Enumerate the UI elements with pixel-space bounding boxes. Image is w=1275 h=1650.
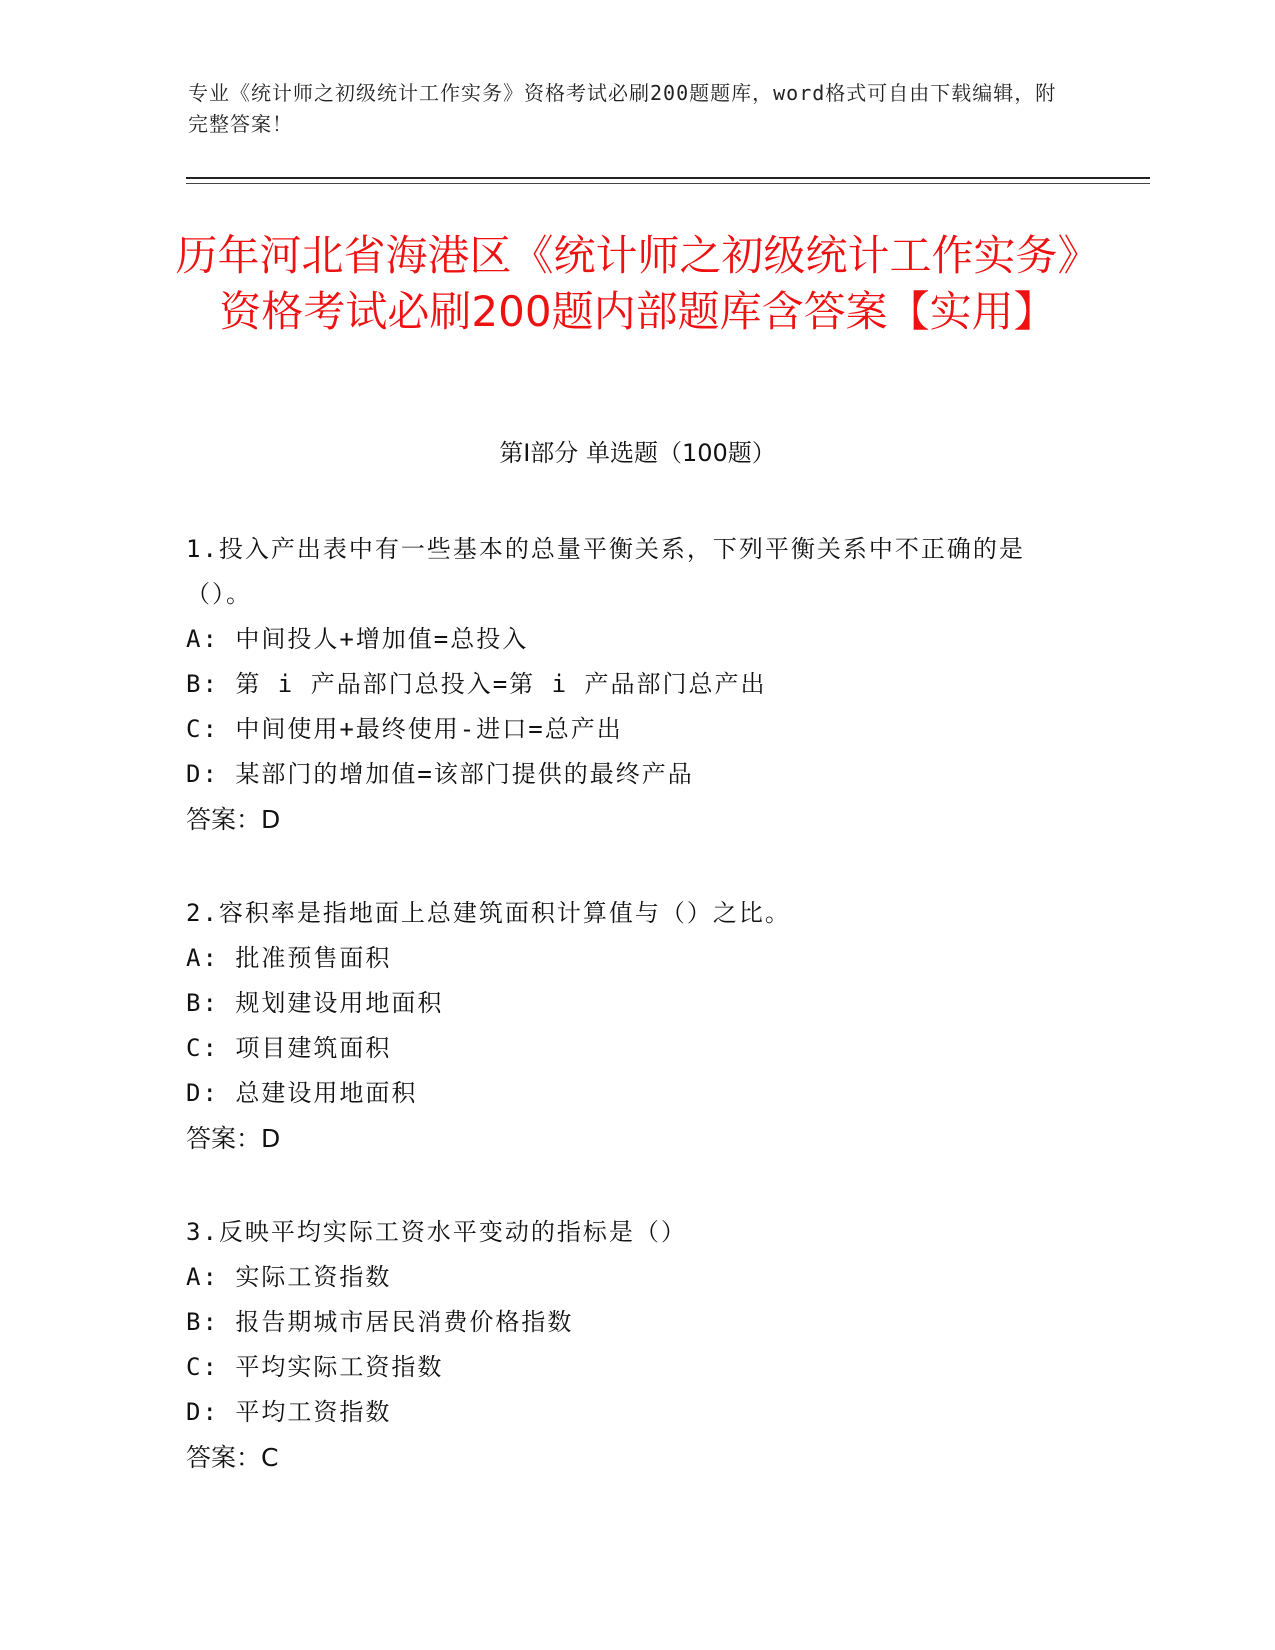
option-c: C: 项目建筑面积 <box>186 1034 392 1062</box>
answer: 答案：D <box>186 805 281 834</box>
option-b: B: 报告期城市居民消费价格指数 <box>186 1308 574 1336</box>
question-list <box>186 527 1066 1529</box>
answer: 答案：C <box>186 1443 279 1472</box>
option-b: B: 第 i 产品部门总投入=第 i 产品部门总产出 <box>186 670 767 698</box>
document-title: 历年河北省海港区《统计师之初级统计工作实务》资格考试必刷200题内部题库含答案【实用】 <box>175 231 1100 336</box>
question-3 <box>186 1210 1066 1480</box>
question-stem: 2.容积率是指地面上总建筑面积计算值与（）之比。 <box>186 899 791 927</box>
option-d: D: 平均工资指数 <box>186 1398 392 1426</box>
header-rule-thin <box>186 183 1150 184</box>
option-c: C: 平均实际工资指数 <box>186 1353 444 1381</box>
question-1 <box>186 527 1066 842</box>
section-title: 第Ⅰ部分 单选题（100题） <box>499 439 776 467</box>
option-b: B: 规划建设用地面积 <box>186 989 444 1017</box>
question-2 <box>186 891 1066 1161</box>
option-d: D: 某部门的增加值=该部门提供的最终产品 <box>186 760 694 788</box>
question-stem: 1.投入产出表中有一些基本的总量平衡关系，下列平衡关系中不正确的是（）。 <box>186 535 1025 608</box>
option-d: D: 总建设用地面积 <box>186 1079 418 1107</box>
option-a: A: 中间投人+增加值=总投入 <box>186 625 529 653</box>
option-c: C: 中间使用+最终使用-进口=总产出 <box>186 715 623 743</box>
answer: 答案：D <box>186 1124 281 1153</box>
option-a: A: 批准预售面积 <box>186 944 392 972</box>
question-stem: 3.反映平均实际工资水平变动的指标是（） <box>186 1218 687 1246</box>
header-rule-thick <box>186 177 1150 179</box>
header-note: 专业《统计师之初级统计工作实务》资格考试必刷200题题库，word格式可自由下载编辑，附完整答案！ <box>188 81 1057 136</box>
option-a: A: 实际工资指数 <box>186 1263 392 1291</box>
